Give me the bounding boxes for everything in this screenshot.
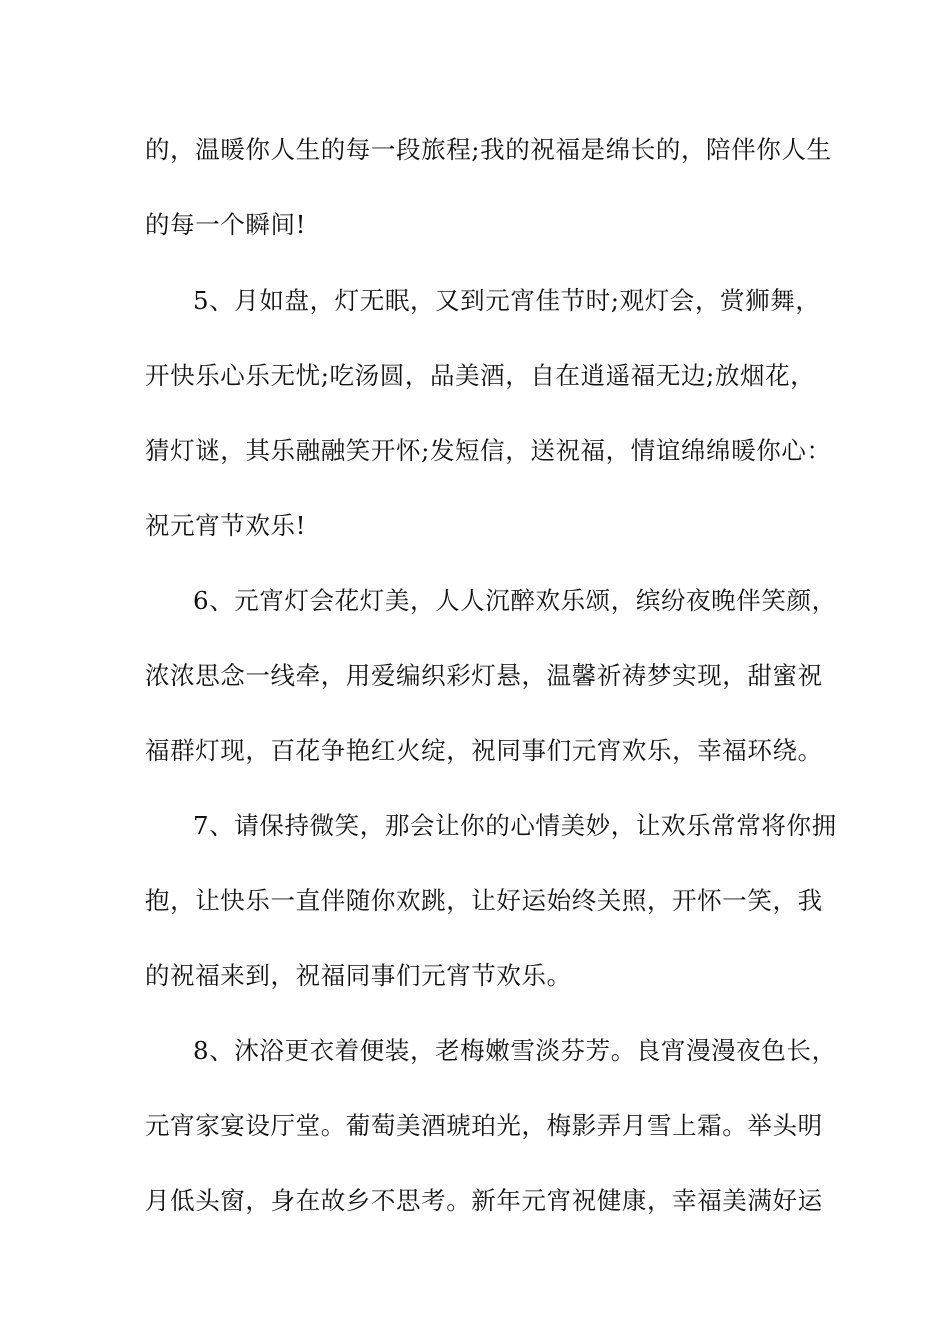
text-line: 元宵家宴设厅堂。葡萄美酒琥珀光，梅影弄月雪上霜。举头明 [145, 1111, 823, 1140]
paragraph-5-start: 5、月如盘，灯无眠，又到元宵佳节时;观灯会，赏狮舞， [193, 286, 821, 315]
text-line: 抱，让快乐一直伴随你欢跳，让好运始终关照，开怀一笑，我 [145, 886, 823, 915]
text-line: 的，温暖你人生的每一段旅程;我的祝福是绵长的，陪伴你人生 [145, 135, 832, 164]
text-line: 祝元宵节欢乐! [145, 511, 307, 540]
paragraph-6-start: 6、元宵灯会花灯美，人人沉醉欢乐颂，缤纷夜晚伴笑颜， [193, 586, 837, 615]
text-line: 开快乐心乐无忧;吃汤圆，品美酒，自在逍遥福无边;放烟花， [145, 361, 816, 390]
paragraph-7-start: 7、请保持微笑，那会让你的心情美妙，让欢乐常常将你拥 [193, 811, 837, 840]
text-line: 的祝福来到，祝福同事们元宵节欢乐。 [145, 961, 572, 990]
text-line: 福群灯现，百花争艳红火绽，祝同事们元宵欢乐，幸福环绕。 [145, 736, 823, 765]
text-line: 浓浓思念一线牵，用爱编织彩灯悬，温馨祈祷梦实现，甜蜜祝 [145, 661, 823, 690]
text-line: 猜灯谜，其乐融融笑开怀;发短信，送祝福，情谊绵绵暖你心： [145, 436, 832, 465]
text-line: 月低头窗，身在故乡不思考。新年元宵祝健康，幸福美满好运 [145, 1186, 823, 1215]
text-line: 的每一个瞬间! [145, 210, 307, 239]
paragraph-8-start: 8、沐浴更衣着便装，老梅嫩雪淡芬芳。良宵漫漫夜色长， [193, 1036, 837, 1065]
